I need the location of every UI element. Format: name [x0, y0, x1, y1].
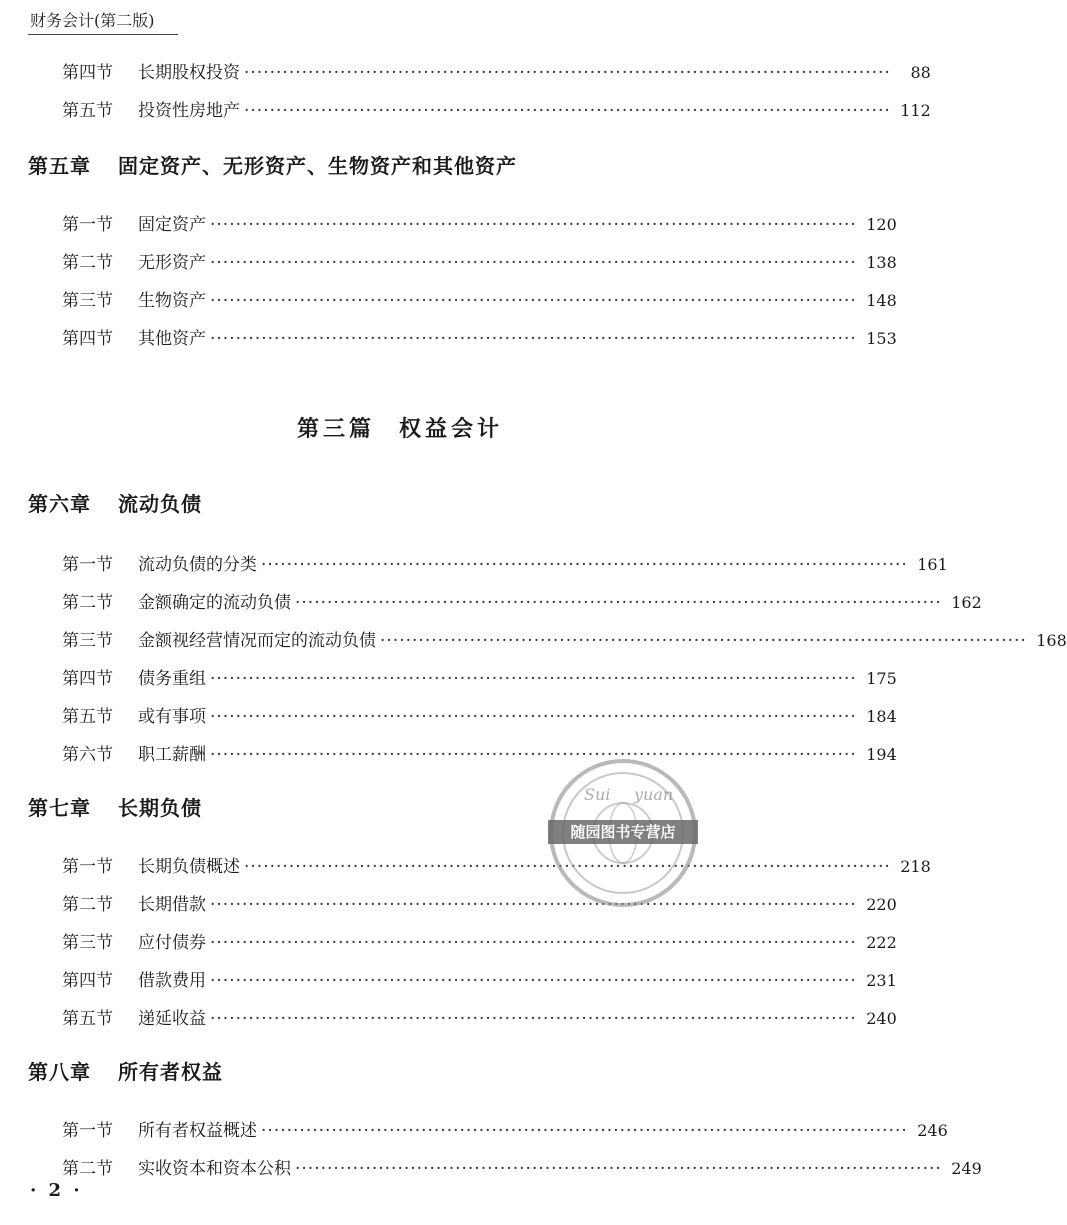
section-number: 第三节 — [62, 291, 113, 311]
section-title: 借款费用 — [138, 971, 206, 991]
leader-dots: ····································································································· — [210, 329, 857, 349]
section-number: 第四节 — [62, 63, 113, 83]
section-title: 无形资产 — [138, 253, 206, 273]
page-number: 249 — [951, 1159, 982, 1178]
section-title: 生物资产 — [138, 291, 206, 311]
section-title: 长期股权投资 — [138, 63, 240, 83]
chapter-title: 长期负债 — [118, 796, 202, 820]
section-title: 递延收益 — [138, 1009, 206, 1029]
chapter-number: 第八章 — [28, 1060, 91, 1084]
page-number: 168 — [1036, 631, 1067, 650]
page-number: 220 — [866, 895, 897, 914]
section-number: 第五节 — [62, 101, 113, 121]
section-title: 金额视经营情况而定的流动负债 — [138, 631, 376, 651]
section-title: 金额确定的流动负债 — [138, 593, 291, 613]
leader-dots: ····································································································· — [295, 593, 942, 613]
part-number: 第三篇 — [296, 416, 375, 442]
running-header: 财务会计(第二版) — [30, 11, 155, 30]
page-number: 246 — [917, 1121, 948, 1140]
toc-row — [62, 928, 897, 953]
section-title: 长期负债概述 — [138, 857, 240, 877]
leader-dots: ····································································································· — [210, 707, 857, 727]
page-number: 240 — [866, 1009, 897, 1028]
leader-dots: ····································································································· — [210, 291, 857, 311]
toc-row — [62, 286, 897, 311]
toc-row — [62, 96, 931, 121]
section-title: 流动负债的分类 — [138, 555, 257, 575]
section-number: 第三节 — [62, 631, 113, 651]
section-number: 第一节 — [62, 1121, 113, 1141]
section-number: 第四节 — [62, 329, 113, 349]
section-number: 第二节 — [62, 895, 113, 915]
part-heading — [0, 412, 800, 443]
page-number: 175 — [866, 669, 897, 688]
page-number: 120 — [866, 215, 897, 234]
chapter-title: 所有者权益 — [118, 1060, 223, 1084]
leader-dots: ····································································································· — [244, 101, 891, 121]
part-title: 权益会计 — [399, 416, 504, 442]
page-number: 184 — [866, 707, 897, 726]
section-number: 第二节 — [62, 593, 113, 613]
page-number: 162 — [951, 593, 982, 612]
section-title: 债务重组 — [138, 669, 206, 689]
toc-row — [62, 324, 897, 349]
section-title: 长期借款 — [138, 895, 206, 915]
leader-dots: ····································································································· — [210, 933, 857, 953]
section-number: 第四节 — [62, 971, 113, 991]
chapter-heading — [28, 488, 202, 517]
leader-dots: ····································································································· — [210, 669, 857, 689]
leader-dots: ····································································································· — [244, 857, 891, 877]
toc-row — [62, 1154, 982, 1179]
page-number: 222 — [866, 933, 897, 952]
chapter-heading — [28, 792, 202, 821]
section-title: 投资性房地产 — [138, 101, 240, 121]
stamp-text-right: yuan — [634, 785, 674, 804]
leader-dots: ····································································································· — [380, 631, 1027, 651]
section-title: 其他资产 — [138, 329, 206, 349]
section-number: 第五节 — [62, 1009, 113, 1029]
page-number: 218 — [900, 857, 931, 876]
leader-dots: ····································································································· — [244, 63, 891, 83]
page-number: 88 — [910, 63, 931, 82]
page-number: 112 — [900, 101, 931, 120]
chapter-title: 固定资产、无形资产、生物资产和其他资产 — [118, 154, 517, 178]
section-number: 第一节 — [62, 215, 113, 235]
section-title: 应付债券 — [138, 933, 206, 953]
page-number: 161 — [917, 555, 948, 574]
toc-row — [62, 966, 897, 991]
section-number: 第五节 — [62, 707, 113, 727]
section-number: 第三节 — [62, 933, 113, 953]
chapter-heading — [28, 150, 517, 179]
chapter-number: 第七章 — [28, 796, 91, 820]
toc-row — [62, 626, 1067, 651]
toc-row — [62, 248, 897, 273]
page-number: 153 — [866, 329, 897, 348]
section-number: 第一节 — [62, 555, 113, 575]
section-title: 职工薪酬 — [138, 745, 206, 765]
section-title: 所有者权益概述 — [138, 1121, 257, 1141]
leader-dots: ····································································································· — [210, 215, 857, 235]
chapter-heading — [28, 1056, 223, 1085]
shop-watermark-stamp — [548, 758, 698, 908]
toc-row — [62, 58, 931, 83]
section-title: 实收资本和资本公积 — [138, 1159, 291, 1179]
leader-dots: ····································································································· — [210, 895, 857, 915]
stamp-shop-name: 随园图书专营店 — [548, 820, 698, 844]
section-number: 第二节 — [62, 1159, 113, 1179]
page-number: 231 — [866, 971, 897, 990]
page-number: 194 — [866, 745, 897, 764]
leader-dots: ····································································································· — [261, 1121, 908, 1141]
chapter-title: 流动负债 — [118, 492, 202, 516]
chapter-number: 第六章 — [28, 492, 91, 516]
leader-dots: ····································································································· — [295, 1159, 942, 1179]
chapter-number: 第五章 — [28, 154, 91, 178]
toc-row — [62, 1004, 897, 1029]
toc-row — [62, 550, 948, 575]
toc-row — [62, 210, 897, 235]
page-number: 138 — [866, 253, 897, 272]
leader-dots: ····································································································· — [210, 971, 857, 991]
leader-dots: ····································································································· — [210, 253, 857, 273]
toc-row — [62, 702, 897, 727]
section-title: 固定资产 — [138, 215, 206, 235]
section-title: 或有事项 — [138, 707, 206, 727]
toc-row — [62, 1116, 948, 1141]
stamp-text-left: Sui — [584, 785, 611, 804]
toc-row — [62, 588, 982, 613]
toc-row — [62, 664, 897, 689]
leader-dots: ····································································································· — [261, 555, 908, 575]
page-number: 148 — [866, 291, 897, 310]
leader-dots: ····································································································· — [210, 1009, 857, 1029]
section-number: 第一节 — [62, 857, 113, 877]
folio-page-number: · 2 · — [30, 1180, 83, 1201]
section-number: 第六节 — [62, 745, 113, 765]
section-number: 第四节 — [62, 669, 113, 689]
header-rule — [28, 34, 178, 35]
leader-dots: ····································································································· — [210, 745, 857, 765]
section-number: 第二节 — [62, 253, 113, 273]
